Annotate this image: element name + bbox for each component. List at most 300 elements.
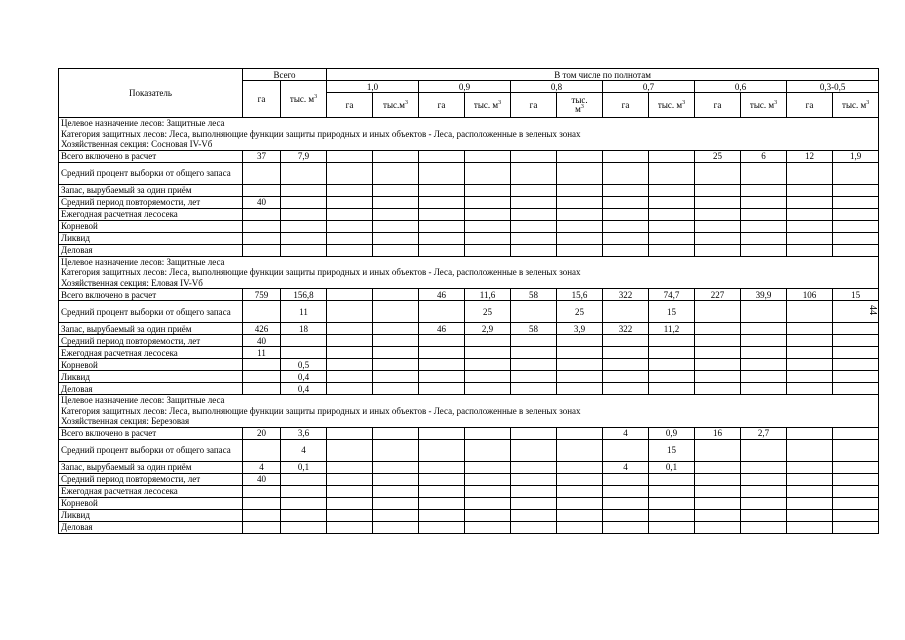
section-header: [59, 395, 879, 428]
table-cell: [649, 335, 695, 347]
table-cell: 20: [243, 427, 281, 439]
table-cell: 3,9: [557, 323, 603, 335]
table-cell: 15: [649, 301, 695, 323]
table-cell: [787, 323, 833, 335]
table-cell: [833, 509, 879, 521]
section-purpose: Целевое назначение лесов: Защитные леса: [61, 395, 225, 405]
table-cell: [603, 244, 649, 256]
header-tys: $тыс.м^3$: [373, 93, 419, 118]
row-label: Ежегодная расчетная лесосека: [59, 208, 243, 220]
table-row: [59, 347, 879, 359]
table-cell: [787, 220, 833, 232]
table-cell: 15: [833, 289, 879, 301]
row-label: Всего включено в расчет: [59, 427, 243, 439]
header-ga: га: [327, 93, 373, 118]
table-cell: 15: [649, 439, 695, 461]
row-label: Ликвид: [59, 371, 243, 383]
table-cell: 6: [741, 150, 787, 162]
table-cell: [603, 509, 649, 521]
table-cell: [511, 497, 557, 509]
header-density-3: 0,8: [511, 81, 603, 93]
table-cell: [787, 485, 833, 497]
table-row: [59, 323, 879, 335]
table-cell: [787, 509, 833, 521]
table-cell: [327, 244, 373, 256]
table-cell: [419, 485, 465, 497]
table-row: [59, 208, 879, 220]
table-cell: [833, 461, 879, 473]
table-cell: [603, 232, 649, 244]
table-cell: [465, 208, 511, 220]
table-cell: [557, 473, 603, 485]
table-cell: [603, 220, 649, 232]
table-cell: 18: [281, 323, 327, 335]
table-cell: 40: [243, 473, 281, 485]
table-cell: [649, 232, 695, 244]
table-cell: 2,9: [465, 323, 511, 335]
table-cell: [419, 439, 465, 461]
table-cell: 40: [243, 335, 281, 347]
table-cell: [787, 521, 833, 533]
table-cell: [419, 427, 465, 439]
table-cell: [327, 521, 373, 533]
table-cell: [327, 196, 373, 208]
table-cell: [327, 371, 373, 383]
table-cell: [419, 196, 465, 208]
table-cell: [787, 473, 833, 485]
section-section: Хозяйственная секция: Березовая: [61, 416, 190, 426]
table-cell: [649, 371, 695, 383]
table-cell: [419, 184, 465, 196]
row-label: Ликвид: [59, 232, 243, 244]
table-cell: [741, 184, 787, 196]
table-cell: [465, 509, 511, 521]
table-cell: [243, 521, 281, 533]
table-cell: 156,8: [281, 289, 327, 301]
table-cell: 74,7: [649, 289, 695, 301]
table-row: [59, 461, 879, 473]
header-by-density: В том числе по полнотам: [327, 69, 879, 81]
header-total-tys: тыс. $м^3$: [281, 81, 327, 118]
table-cell: [327, 509, 373, 521]
row-label: Запас, вырубаемый за один приём: [59, 323, 243, 335]
table-cell: 0,4: [281, 383, 327, 395]
table-cell: [373, 521, 419, 533]
table-cell: 11: [243, 347, 281, 359]
table-cell: [649, 359, 695, 371]
table-cell: [419, 521, 465, 533]
table-cell: [557, 497, 603, 509]
table-cell: [787, 347, 833, 359]
table-cell: [511, 162, 557, 184]
table-cell: [787, 371, 833, 383]
table-cell: [603, 359, 649, 371]
table-row: [59, 289, 879, 301]
table-cell: [373, 232, 419, 244]
table-cell: [419, 509, 465, 521]
table-cell: 0,1: [281, 461, 327, 473]
table-cell: [465, 371, 511, 383]
table-cell: [327, 162, 373, 184]
table-cell: [511, 439, 557, 461]
table-cell: [557, 371, 603, 383]
table-cell: [649, 244, 695, 256]
table-cell: [603, 521, 649, 533]
table-cell: [511, 208, 557, 220]
table-cell: [327, 347, 373, 359]
table-cell: [465, 497, 511, 509]
table-cell: [787, 335, 833, 347]
table-cell: [243, 439, 281, 461]
table-cell: [833, 184, 879, 196]
table-cell: [327, 335, 373, 347]
table-cell: [281, 208, 327, 220]
table-cell: [373, 371, 419, 383]
table-cell: [419, 301, 465, 323]
table-cell: [511, 509, 557, 521]
table-cell: [557, 521, 603, 533]
table-cell: [511, 335, 557, 347]
table-cell: [511, 427, 557, 439]
row-label: Ежегодная расчетная лесосека: [59, 485, 243, 497]
table-cell: [741, 335, 787, 347]
header-ga: га: [787, 93, 833, 118]
row-label: Средний процент выборки от общего запаса: [59, 301, 243, 323]
table-cell: [281, 509, 327, 521]
row-label: Средний период повторяемости, лет: [59, 335, 243, 347]
table-cell: [419, 383, 465, 395]
table-cell: [649, 208, 695, 220]
table-cell: [243, 383, 281, 395]
table-cell: [373, 208, 419, 220]
table-cell: 15,6: [557, 289, 603, 301]
header-ga: га: [603, 93, 649, 118]
table-cell: [327, 184, 373, 196]
table-cell: 11: [281, 301, 327, 323]
section-category: Категория защитных лесов: Леса, выполняющие функции защиты природных и иных объектов - Леса, расположенные в зеленых зонах: [61, 405, 581, 416]
row-label: Ликвид: [59, 509, 243, 521]
table-cell: [281, 196, 327, 208]
table-cell: [787, 301, 833, 323]
section-category: Категория защитных лесов: Леса, выполняющие функции защиты природных и иных объектов - Леса, расположенные в зеленых зонах: [61, 128, 581, 139]
table-cell: [419, 473, 465, 485]
table-cell: 227: [695, 289, 741, 301]
table-cell: [327, 301, 373, 323]
table-cell: [833, 473, 879, 485]
table-cell: [465, 150, 511, 162]
table-cell: [373, 359, 419, 371]
table-cell: [603, 335, 649, 347]
table-cell: [327, 359, 373, 371]
table-cell: [833, 196, 879, 208]
table-cell: [695, 335, 741, 347]
table-row: [59, 509, 879, 521]
table-cell: [243, 232, 281, 244]
table-cell: [373, 497, 419, 509]
table-cell: [741, 371, 787, 383]
table-cell: [373, 323, 419, 335]
row-label: Всего включено в расчет: [59, 289, 243, 301]
table-cell: [741, 244, 787, 256]
table-cell: [243, 162, 281, 184]
table-cell: [833, 208, 879, 220]
table-cell: [373, 485, 419, 497]
table-cell: [373, 509, 419, 521]
table-cell: [695, 371, 741, 383]
section-header-row: [59, 256, 879, 289]
table-cell: [419, 232, 465, 244]
header-density-5: 0,6: [695, 81, 787, 93]
table-cell: [327, 497, 373, 509]
table-cell: [465, 473, 511, 485]
table-cell: [695, 509, 741, 521]
table-cell: 11,2: [649, 323, 695, 335]
table-cell: [741, 162, 787, 184]
table-cell: [741, 232, 787, 244]
section-purpose: Целевое назначение лесов: Защитные леса: [61, 118, 225, 128]
header-ga: га: [695, 93, 741, 118]
section-section: Хозяйственная секция: Еловая IV-Vб: [61, 277, 203, 288]
table-cell: [327, 208, 373, 220]
table-cell: [787, 461, 833, 473]
table-cell: [833, 162, 879, 184]
table-cell: [695, 220, 741, 232]
table-cell: 1,9: [833, 150, 879, 162]
section-header-row: [59, 395, 879, 428]
table-cell: [741, 323, 787, 335]
table-cell: [373, 196, 419, 208]
table-row: [59, 485, 879, 497]
table-cell: 16: [695, 427, 741, 439]
table-row: [59, 162, 879, 184]
header-total: Всего: [243, 69, 327, 81]
table-row: [59, 184, 879, 196]
table-cell: [787, 383, 833, 395]
table-cell: [603, 347, 649, 359]
table-cell: [557, 485, 603, 497]
table-cell: [419, 162, 465, 184]
table-cell: 106: [787, 289, 833, 301]
table-cell: [833, 244, 879, 256]
table-row: [59, 371, 879, 383]
table-cell: [557, 184, 603, 196]
table-cell: [833, 335, 879, 347]
table-cell: [649, 150, 695, 162]
table-cell: [603, 184, 649, 196]
table-cell: [557, 383, 603, 395]
row-label: Деловая: [59, 521, 243, 533]
table-cell: [243, 301, 281, 323]
table-cell: [557, 220, 603, 232]
table-cell: [557, 196, 603, 208]
table-cell: 0,5: [281, 359, 327, 371]
table-cell: 46: [419, 323, 465, 335]
table-cell: [281, 347, 327, 359]
table-cell: [465, 335, 511, 347]
table-row: [59, 196, 879, 208]
row-label: Запас, вырубаемый за один приём: [59, 184, 243, 196]
table-cell: [649, 473, 695, 485]
table-cell: 2,7: [741, 427, 787, 439]
table-cell: [243, 220, 281, 232]
table-cell: [419, 244, 465, 256]
table-cell: [511, 359, 557, 371]
table-cell: [327, 427, 373, 439]
table-cell: [603, 473, 649, 485]
table-cell: 39,9: [741, 289, 787, 301]
table-cell: [741, 509, 787, 521]
table-cell: 37: [243, 150, 281, 162]
table-cell: [695, 473, 741, 485]
table-header: [59, 69, 879, 118]
table-cell: [373, 335, 419, 347]
table-cell: [741, 359, 787, 371]
table-cell: [833, 383, 879, 395]
table-cell: [695, 461, 741, 473]
table-cell: [243, 244, 281, 256]
table-cell: [787, 439, 833, 461]
table-cell: 426: [243, 323, 281, 335]
table-cell: [465, 461, 511, 473]
table-cell: [373, 461, 419, 473]
table-cell: [465, 359, 511, 371]
table-cell: [741, 347, 787, 359]
table-cell: 25: [557, 301, 603, 323]
table-cell: [419, 347, 465, 359]
table-cell: [833, 220, 879, 232]
table-cell: [741, 383, 787, 395]
table-cell: [281, 232, 327, 244]
table-cell: [833, 427, 879, 439]
table-cell: [511, 521, 557, 533]
table-cell: 0,9: [649, 427, 695, 439]
table-cell: [833, 359, 879, 371]
table-cell: [649, 497, 695, 509]
table-cell: [511, 461, 557, 473]
table-cell: [695, 244, 741, 256]
table-cell: [465, 244, 511, 256]
table-cell: [465, 347, 511, 359]
table-cell: 25: [695, 150, 741, 162]
row-label: Деловая: [59, 383, 243, 395]
table-cell: [741, 301, 787, 323]
table-cell: [281, 497, 327, 509]
table-cell: [557, 208, 603, 220]
table-cell: [511, 244, 557, 256]
table-cell: [373, 162, 419, 184]
table-cell: [419, 220, 465, 232]
table-row: [59, 232, 879, 244]
table-cell: [603, 371, 649, 383]
table-cell: 0,1: [649, 461, 695, 473]
table-cell: [741, 521, 787, 533]
table-cell: [557, 232, 603, 244]
table-cell: [281, 244, 327, 256]
table-cell: 0,4: [281, 371, 327, 383]
row-label: Корневой: [59, 220, 243, 232]
header-indicator: Показатель: [59, 69, 243, 118]
table-cell: 4: [603, 427, 649, 439]
table-row: [59, 359, 879, 371]
table-cell: 759: [243, 289, 281, 301]
table-cell: [649, 162, 695, 184]
row-label: Корневой: [59, 497, 243, 509]
table-cell: [465, 383, 511, 395]
table-cell: [787, 244, 833, 256]
table-cell: [695, 208, 741, 220]
table-cell: [557, 244, 603, 256]
header-tys: тыс. $м^3$: [557, 93, 603, 118]
section-category: Категория защитных лесов: Леса, выполняющие функции защиты природных и иных объектов - Леса, расположенные в зеленых зонах: [61, 267, 581, 277]
table-cell: [557, 359, 603, 371]
table-cell: 46: [419, 289, 465, 301]
table-cell: [511, 232, 557, 244]
table-cell: [373, 383, 419, 395]
table-cell: [327, 220, 373, 232]
table-cell: [511, 196, 557, 208]
table-cell: [281, 162, 327, 184]
table-cell: [649, 509, 695, 521]
table-row: [59, 301, 879, 323]
table-cell: [603, 497, 649, 509]
table-cell: [327, 473, 373, 485]
row-label: Деловая: [59, 244, 243, 256]
table-cell: [419, 371, 465, 383]
table-cell: [281, 220, 327, 232]
row-label: Средний процент выборки от общего запаса: [59, 439, 243, 461]
table-cell: [833, 485, 879, 497]
table-cell: [465, 427, 511, 439]
section-section: Хозяйственная секция: Сосновая IV-Vб: [61, 139, 213, 149]
section-purpose: Целевое назначение лесов: Защитные леса: [61, 256, 225, 267]
table-row: [59, 383, 879, 395]
table-cell: [327, 289, 373, 301]
table-cell: [833, 497, 879, 509]
table-cell: [833, 347, 879, 359]
table-cell: [373, 301, 419, 323]
table-cell: [373, 439, 419, 461]
table-cell: [603, 162, 649, 184]
header-tys: тыс. $м^3$: [465, 93, 511, 118]
table-cell: [603, 485, 649, 497]
row-label: Корневой: [59, 359, 243, 371]
table-cell: [557, 461, 603, 473]
table-cell: 322: [603, 323, 649, 335]
table-row: [59, 427, 879, 439]
table-cell: [741, 497, 787, 509]
table-cell: [243, 359, 281, 371]
table-cell: [741, 461, 787, 473]
table-cell: [419, 150, 465, 162]
table-cell: [327, 485, 373, 497]
table-cell: [787, 497, 833, 509]
table-cell: [603, 383, 649, 395]
row-label: Средний период повторяемости, лет: [59, 473, 243, 485]
table-cell: [465, 485, 511, 497]
table-cell: [787, 196, 833, 208]
table-cell: [281, 184, 327, 196]
table-cell: 58: [511, 289, 557, 301]
table-cell: [373, 150, 419, 162]
header-density-2: 0,9: [419, 81, 511, 93]
table-cell: [695, 162, 741, 184]
table-cell: [511, 383, 557, 395]
table-cell: [833, 371, 879, 383]
table-cell: [327, 150, 373, 162]
table-cell: [695, 196, 741, 208]
table-cell: [695, 347, 741, 359]
section-header-row: [59, 118, 879, 151]
